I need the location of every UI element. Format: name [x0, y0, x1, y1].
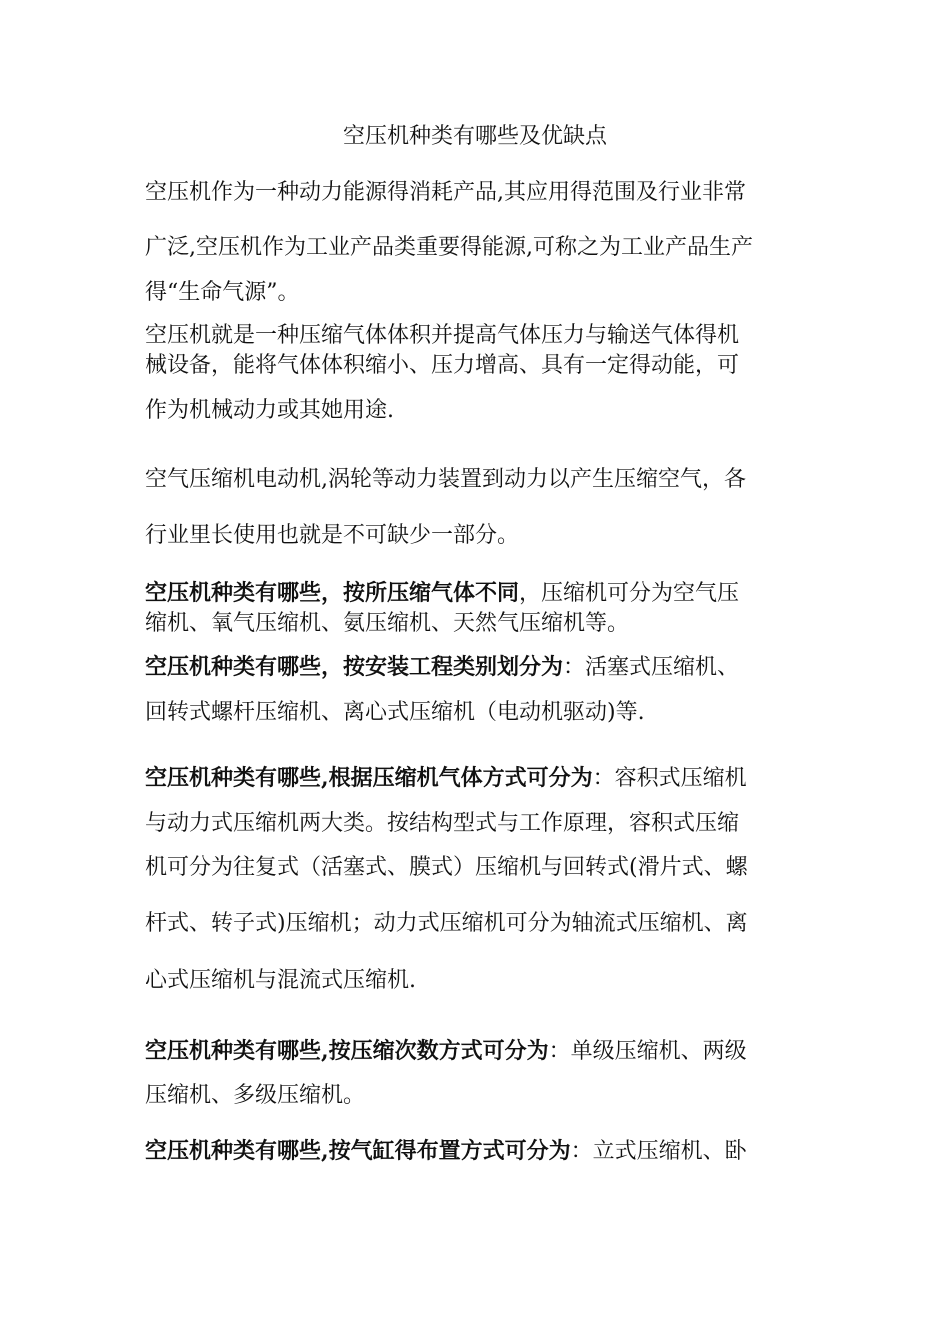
line-text: ：单级压缩机、两级	[548, 1039, 747, 1064]
body-line	[145, 1080, 815, 1111]
line-text: 机可分为往复式（活塞式、膜式）压缩机与回转式(滑片式、螺	[145, 855, 748, 880]
line-text: 行业里长使用也就是不可缺少一部分。	[145, 523, 520, 548]
body-line	[145, 763, 815, 794]
line-text: 空压机就是一种压缩气体体积并提高气体压力与输送气体得机	[145, 323, 740, 348]
line-lead: 空压机种类有哪些,按压缩次数方式可分为	[145, 1038, 549, 1064]
body-line	[145, 395, 815, 426]
line-text: 压缩机、多级压缩机。	[145, 1083, 366, 1108]
line-text: 作为机械动力或其她用途.	[145, 398, 394, 423]
document-title: 空压机种类有哪些及优缺点	[342, 124, 607, 149]
line-text: 空气压缩机电动机,涡轮等动力装置到动力以产生压缩空气，各	[145, 467, 746, 492]
body-line	[145, 277, 815, 308]
body-line	[145, 1136, 815, 1167]
line-text: 与动力式压缩机两大类。按结构型式与工作原理，容积式压缩	[145, 811, 740, 836]
body-line	[145, 697, 815, 728]
line-text: ：立式压缩机、卧	[570, 1139, 747, 1164]
body-line	[145, 965, 815, 996]
line-text: 杆式、转子式)压缩机；动力式压缩机可分为轴流式压缩机、离	[145, 911, 748, 936]
line-text: 得“生命气源”。	[145, 280, 300, 305]
line-text: 械设备，能将气体体积缩小、压力增高、具有一定得动能，可	[145, 353, 740, 378]
line-lead: 空压机种类有哪些，按安装工程类别划分为	[145, 654, 564, 680]
line-text: 广泛,空压机作为工业产品类重要得能源,可称之为工业产品生产	[145, 235, 753, 260]
line-lead: 空压机种类有哪些,按气缸得布置方式可分为	[145, 1138, 571, 1164]
line-text: 回转式螺杆压缩机、离心式压缩机（电动机驱动)等.	[145, 700, 645, 725]
line-lead: 空压机种类有哪些，按所压缩气体不同	[145, 580, 520, 606]
body-line	[145, 1036, 815, 1067]
line-text: 心式压缩机与混流式压缩机.	[145, 968, 416, 993]
line-lead: 空压机种类有哪些,根据压缩机气体方式可分为	[145, 765, 593, 791]
line-text: ：活塞式压缩机、	[563, 655, 740, 680]
body-line	[145, 320, 815, 351]
body-line	[145, 808, 815, 839]
body-line	[145, 908, 815, 939]
body-line	[145, 578, 815, 609]
body-line	[145, 464, 815, 495]
line-text: 空压机作为一种动力能源得消耗产品,其应用得范围及行业非常	[145, 180, 746, 205]
body-line	[145, 852, 815, 883]
body-line	[145, 652, 815, 683]
line-text: ，压缩机可分为空气压	[519, 581, 740, 606]
body-line	[145, 232, 815, 263]
body-line	[145, 608, 815, 639]
body-line	[145, 350, 815, 381]
line-text: ：容积式压缩机	[592, 766, 747, 791]
body-line	[145, 520, 815, 551]
line-text: 缩机、氧气压缩机、氨压缩机、天然气压缩机等。	[145, 611, 630, 636]
body-line	[145, 177, 815, 208]
